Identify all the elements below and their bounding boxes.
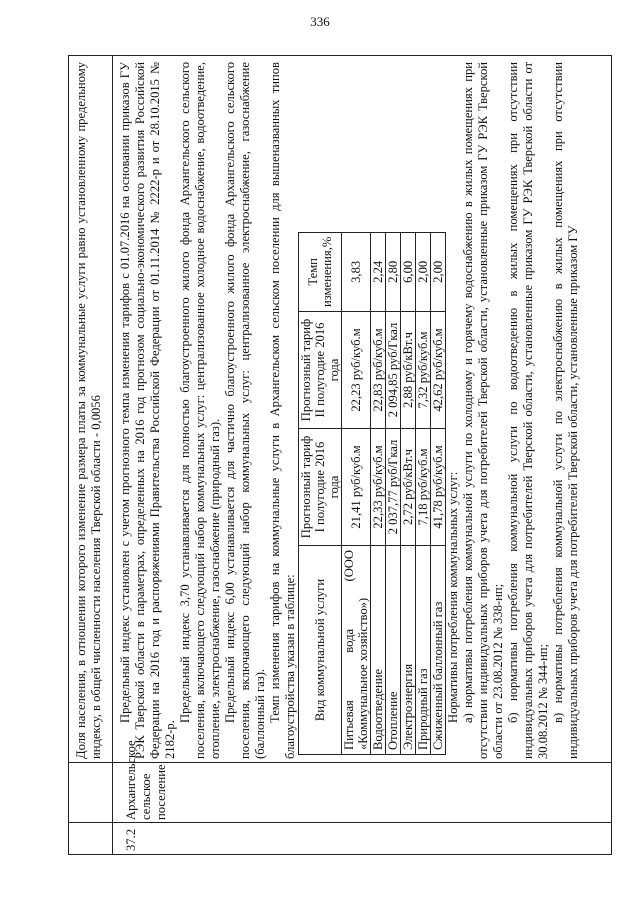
header-tariff-h2: Прогнозный тариф II полугодие 2016 года xyxy=(299,312,342,429)
row-divider-header xyxy=(112,55,113,855)
tariff-h1: 2,72 руб/кВт.ч xyxy=(401,429,416,546)
service-name: Сжиженный баллонный газ xyxy=(431,546,446,755)
page-number: 336 xyxy=(310,14,330,29)
change-rate: 2,00 xyxy=(431,232,446,311)
row-number: 37.2 xyxy=(124,828,138,851)
tariff-h2: 2,88 руб/кВт.ч xyxy=(401,312,416,429)
row-body xyxy=(118,62,581,759)
change-rate: 3,83 xyxy=(342,232,371,311)
norms-title: Нормативы потребления коммунальных услуг: xyxy=(446,471,460,723)
tariff-h2: 7,32 руб/куб.м xyxy=(416,312,431,429)
tariff-h1: 41,78 руб/куб.м xyxy=(431,429,446,546)
service-name: Питьевая вода (ООО «Коммунальное хозяйство») xyxy=(342,546,371,755)
table-row xyxy=(342,232,371,754)
tariff-h2: 42,62 руб/куб.м xyxy=(431,312,446,429)
table-row xyxy=(416,232,431,754)
change-rate: 2,24 xyxy=(371,232,386,311)
norm-item-a: а) нормативы потребления коммунальной услуги по холодному и горячему водоснабжению в жилых помещениях при отсутствии индивидуальных приборов учета для потребителей Тверской области, установленные приказом ГУ РЭК Тверской области от 23.08.2012 № 338-нп; xyxy=(461,62,505,759)
tariff-h1: 21,41 руб/куб.м xyxy=(342,429,371,546)
tariff-table-header xyxy=(299,232,342,754)
tariff-h1: 7,18 руб/куб.м xyxy=(416,429,431,546)
header-service: Вид коммунальной услуги xyxy=(299,546,342,755)
header-tariff-h1: Прогнозный тариф I полугодие 2016 года xyxy=(299,429,342,546)
paragraph-index-basis: Предельный индекс установлен с учетом прогнозного темпа изменения тарифов с 01.07.2016 на основании приказов ГУ РЭК Тверской области в параметрах, определенных на 2016 год прогнозом социально-экономического развития Российской Федерации на 2016 год и распоряжениями Правительства Российской Федерации от 01.11.2014 № 2222-р и от 28.10.2015 № 2182-р. xyxy=(118,62,177,759)
tariff-h2: 22,23 руб/куб.м xyxy=(342,312,371,429)
service-name: Водоотведение xyxy=(371,546,386,755)
tariff-table xyxy=(298,232,446,755)
service-name: Отопление xyxy=(386,546,401,755)
norm-item-b: б) нормативы потребления коммунальной услуги по водоотведению в жилых помещениях при отсутствии индивидуальных приборов учета для потребителей Тверской области, установленные приказом ГУ РЭК Тверской области от 30.08.2012 № 344-нп; xyxy=(506,62,550,759)
column-divider-name xyxy=(68,762,612,763)
rotated-page-content xyxy=(68,55,612,855)
service-name: Электроэнергия xyxy=(401,546,416,755)
tariff-h2: 2 094,85 руб/Гкал xyxy=(386,312,401,429)
change-rate: 6,00 xyxy=(401,232,416,311)
row-header-text: Доля населения, в отношении которого изменение размера платы за коммунальные услуги равно установленному предельному индексу, в общей численности населения Тверской области - 0,0056 xyxy=(74,62,103,759)
paragraph-tariff-intro: Темп изменения тарифов на коммунальные услуги в Архангельском сельском поселении для вышеназванных типов благоустройства указан в таблице: xyxy=(268,62,297,759)
paragraph-index-full: Предельный индекс 3,70 устанавливается для полностью благоустроенного жилого фонда Архангельского сельского поселения, включающего следующий набор коммунальных услуг: централизованное холодное водоснабжение, водоотведение, отопление, электроснабжение, газоснабжение (природный газ). xyxy=(178,62,222,759)
change-rate: 2,80 xyxy=(386,232,401,311)
row-number-cell xyxy=(112,823,612,855)
service-name: Природный газ xyxy=(416,546,431,755)
tariff-h2: 22,83 руб/куб.м xyxy=(371,312,386,429)
table-row xyxy=(431,232,446,754)
change-rate: 2,00 xyxy=(416,232,431,311)
paragraph-index-partial: Предельный индекс 6,00 устанавливается для частично благоустроенного жилого фонда Архангельского сельского поселения, включающего следующий набор коммунальных услуг: централизованное электроснабжение, газоснабжение (баллонный газ). xyxy=(223,62,267,759)
row-settlement-name: Архангельское сельское поселение xyxy=(124,740,168,820)
norm-item-c: в) нормативы потребления коммунальной услуги по электроснабжению в жилых помещениях при отсутствии индивидуальных приборов учета для потребителей Тверской области, установленные приказом ГУ xyxy=(551,62,580,759)
table-row xyxy=(371,232,386,754)
table-row xyxy=(386,232,401,754)
tariff-h1: 2 037,77 руб/Гкал xyxy=(386,429,401,546)
table-row xyxy=(401,232,416,754)
header-change-rate: Темп изменения,% xyxy=(299,232,342,311)
tariff-h1: 22,33 руб/куб.м xyxy=(371,429,386,546)
